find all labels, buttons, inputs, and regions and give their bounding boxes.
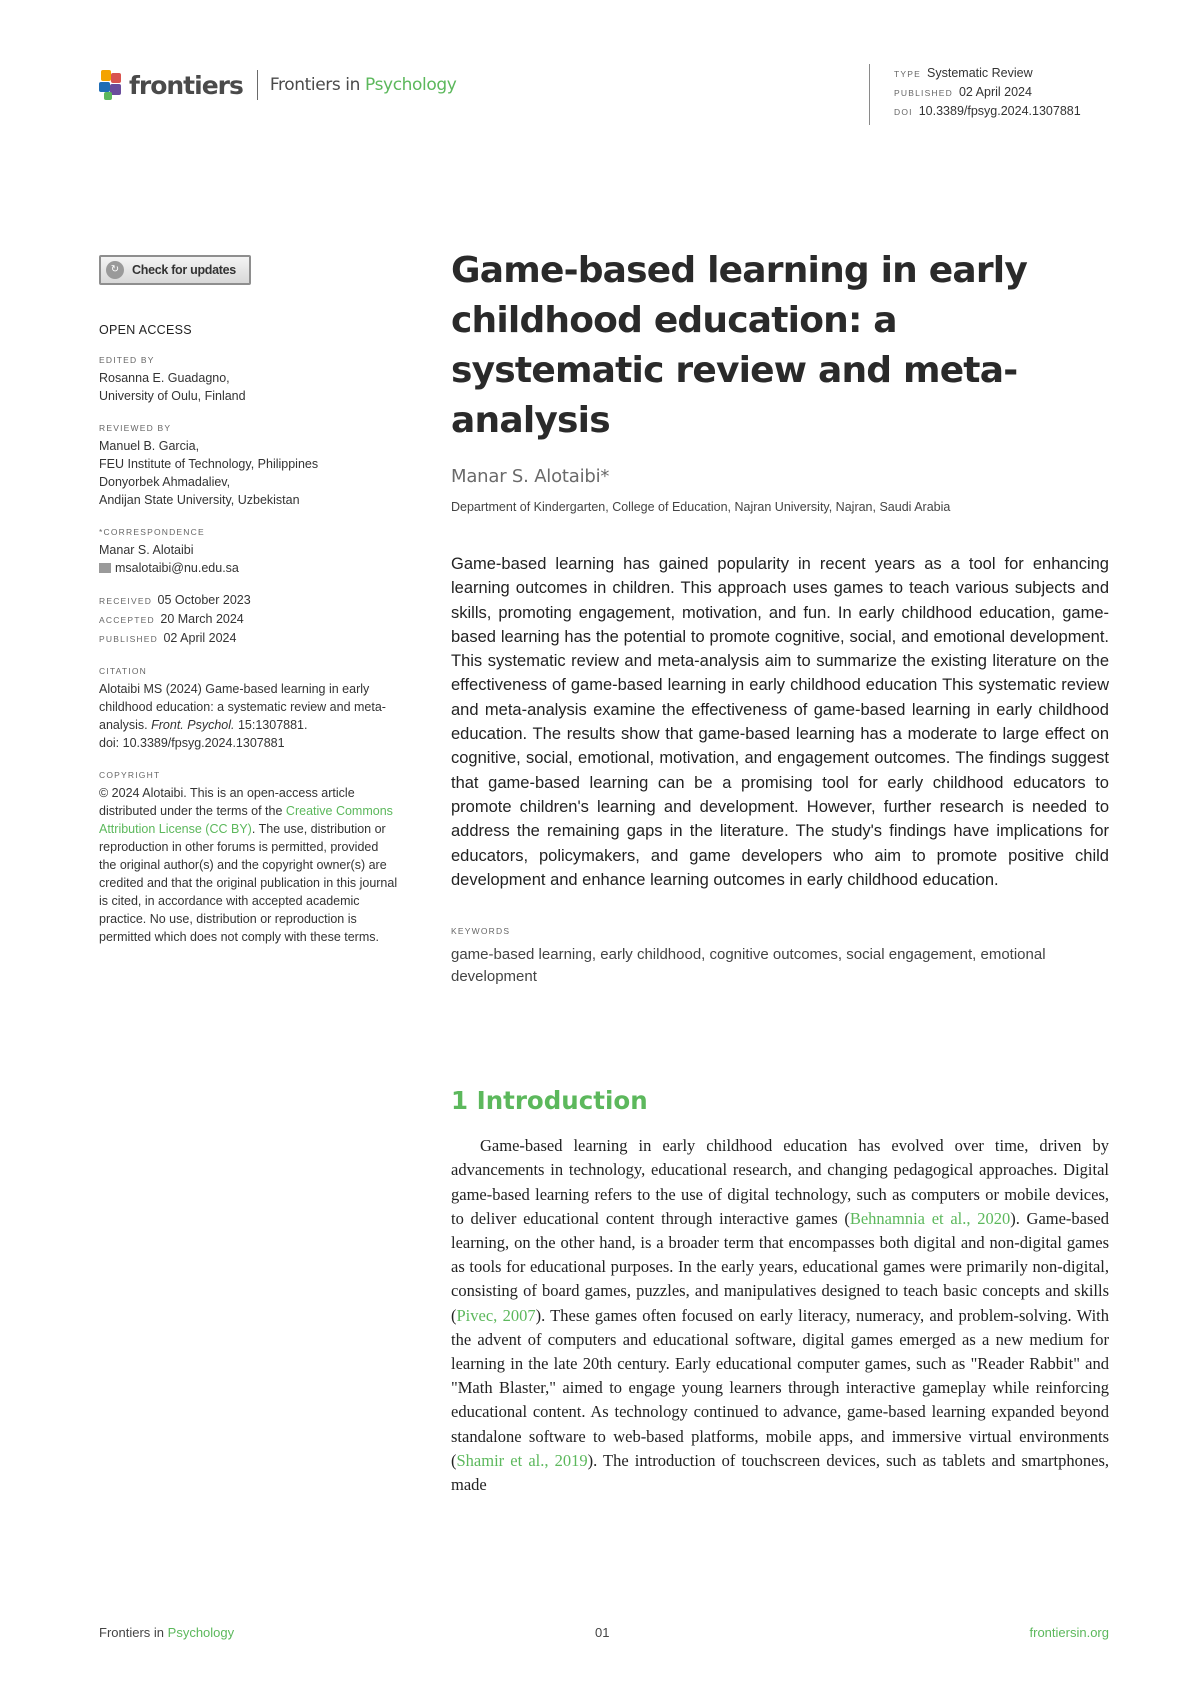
check-for-updates-button[interactable]: ↻ Check for updates [99,255,251,285]
license-link[interactable]: Creative Commons Attribution License (CC BY) [99,804,393,836]
meta-published: PUBLISHED 02 April 2024 [894,85,1032,99]
footer-site-link[interactable]: frontiersin.org [1029,1625,1109,1640]
correspondence-email-row[interactable] [99,559,399,577]
reviewer-affiliation: Andijan State University, Uzbekistan [99,493,300,507]
article-meta [869,64,1081,125]
frontiers-logo-icon [99,70,123,100]
reviewer-name: Manuel B. Garcia, [99,439,200,453]
page-footer [99,1625,1109,1645]
refresh-icon: ↻ [106,261,124,279]
journal-logo[interactable] [99,70,456,100]
keywords-label: KEYWORDS [451,926,511,937]
article-title: Game-based learning in early childhood education: a systematic review and meta-analysis [451,250,1027,441]
reviewed-by-label: REVIEWED BY [99,423,172,433]
section-heading: 1 Introduction [451,1086,648,1116]
citation-label: CITATION [99,666,148,676]
copyright-text: © 2024 Alotaibi. This is an open-access article distributed under the terms of the Creative Commons Attribution License (CC BY). The use, distribution or reproduction in other forums is permitted, provided the original author(s) and the copyright owner(s) are credited and that the original publication in this journal is cited, in accordance with accepted academic practice. No use, distribution or reproduction is permitted which does not comply with these terms. [99,786,398,944]
article-main [451,246,1109,1497]
copyright-label: COPYRIGHT [99,770,161,780]
correspondence-label: *CORRESPONDENCE [99,527,205,537]
received-date: RECEIVED 05 October 2023 [99,593,251,607]
logo-wordmark: frontiers [129,70,243,100]
mail-icon [99,563,111,573]
meta-doi[interactable]: DOI 10.3389/fpsyg.2024.1307881 [894,104,1081,118]
reviewer-name: Donyorbek Ahmadaliev, [99,475,231,489]
journal-name: Frontiers in Psychology [269,75,457,95]
introduction-paragraph: Game-based learning in early childhood education has evolved over time, driven by advancements in technology, educational research, and changing pedagogical approaches. Digital game-based learning refers to the use of digital technology, such as computers or mobile devices, to deliver educational content through interactive games (Behnamnia et al., 2020). Game-based learning, on the other hand, is a broader term that encompasses both digital and non-digital games as tools for educational purposes. In the early years, educational games were primarily non-digital, consisting of board games, puzzles, and manipulatives designed to teach basic concepts and skills (Pivec, 2007). These games often focused on early literacy, numeracy, and problem-solving. With the advent of computers and educational software, digital games emerged as a new medium for learning in the late 20th century. Early educational computer games, such as "Reader Rabbit" and "Math Blaster," aimed to engage young learners through interactive gameplay while reinforcing educational content. As technology continued to advance, game-based learning expanded beyond standalone software to web-based platforms, mobile apps, and immersive virtual environments (Shamir et al., 2019). The introduction of touchscreen devices, such as tablets and smartphones, made [451,1136,1109,1494]
editor-affiliation: University of Oulu, Finland [99,389,246,403]
published-date: PUBLISHED 02 April 2024 [99,631,237,645]
citation-link[interactable]: Shamir et al., 2019 [456,1450,588,1470]
open-access-label: OPEN ACCESS [99,323,192,337]
correspondence-email[interactable]: msalotaibi@nu.edu.sa [115,561,239,575]
logo-divider [257,70,258,100]
citation-doi[interactable]: doi: 10.3389/fpsyg.2024.1307881 [99,736,285,750]
abstract: Game-based learning has gained popularity in recent years as a tool for enhancing learning outcomes in children. This approach uses games to teach various subjects and skills, promoting engagement, motivation, and fun. In early childhood education, game-based learning has the potential to promote cognitive, social, and emotional development. This systematic review and meta-analysis aim to summarize the existing literature on the effectiveness of game-based learning in early childhood education This systematic review and meta-analysis examine the effectiveness of game-based learning in early childhood education. The results show that game-based learning has a moderate to large effect on cognitive, social, emotional, motivation, and engagement outcomes. The findings suggest that game-based learning can be a promising tool for early childhood educators to promote children's learning and development. However, further research is needed to address the remaining gaps in the literature. The study's findings have implications for educators, policymakers, and game developers who aim to promote positive child development and enhance learning outcomes in early childhood education. [451,555,1109,889]
editor-name: Rosanna E. Guadagno, [99,371,230,385]
meta-type: TYPE Systematic Review [894,66,1033,80]
footer-journal: Frontiers in Psychology [99,1625,235,1640]
author-affiliation: Department of Kindergarten, College of Education, Najran University, Najran, Saudi Arabia [451,500,951,514]
article-dates [99,591,399,648]
citation-text: Alotaibi MS (2024) Game-based learning in early childhood education: a systematic review and meta-analysis. Front. Psychol. 15:1307881. [99,682,386,732]
article-author[interactable]: Manar S. Alotaibi* [451,466,610,487]
reviewer-affiliation: FEU Institute of Technology, Philippines [99,457,319,471]
accepted-date: ACCEPTED 20 March 2024 [99,612,244,626]
citation-link[interactable]: Behnamnia et al., 2020 [849,1208,1011,1228]
edited-by-label: EDITED BY [99,355,155,365]
correspondence-name: Manar S. Alotaibi [99,543,194,557]
sidebar [99,255,399,946]
page-number: 01 [595,1625,610,1640]
keywords: game-based learning, early childhood, cognitive outcomes, social engagement, emotional development [451,946,1046,986]
page-header [99,64,1109,128]
citation-link[interactable]: Pivec, 2007 [456,1305,536,1325]
